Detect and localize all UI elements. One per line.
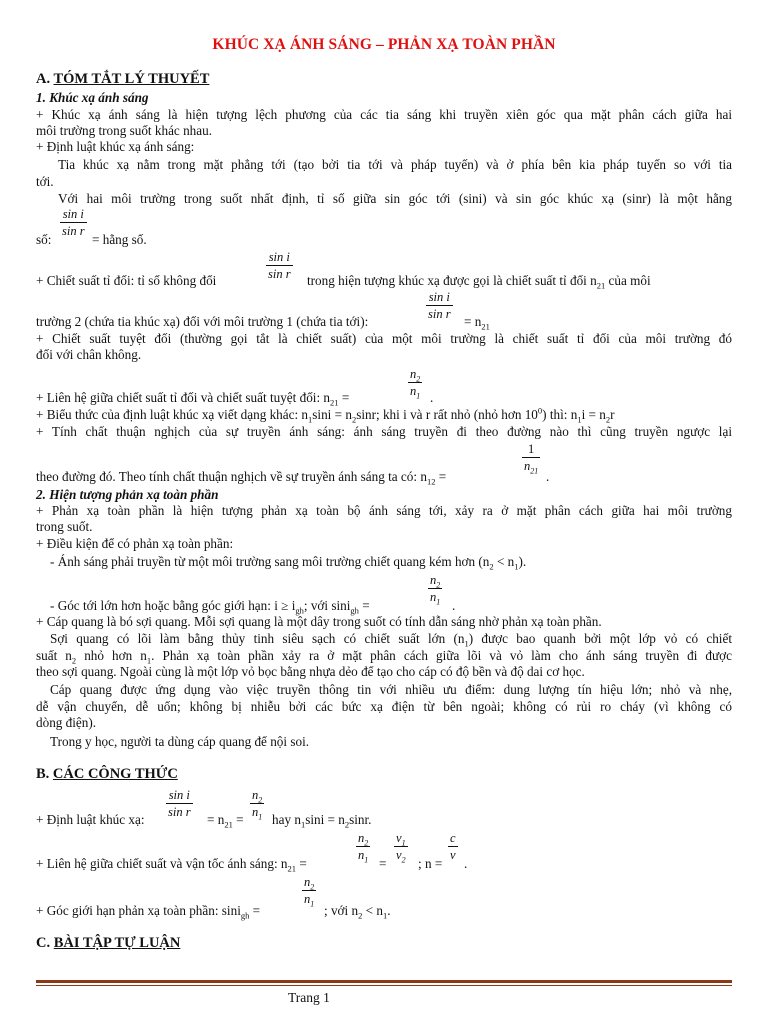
paragraph-line: Trong y học, người ta dùng cáp quang để nội soi. [50,734,310,749]
subscript: 1 [577,414,582,425]
fraction-denominator [356,848,370,865]
subscript: 1 [382,910,388,921]
formula-line [272,812,372,830]
text: . Phản xạ toàn phần xảy ra ở mặt phân cách giữa lõi và vỏ làm cho ánh sáng truyền đi được [151,648,732,663]
fraction-denominator [522,459,540,476]
subscript: 2 [436,580,441,590]
fraction-numerator: sin i [62,207,84,221]
text: < n [493,554,515,569]
fraction-n2-n1 [408,367,422,401]
subscript: 1 [258,812,263,822]
text: = [249,903,261,918]
fraction-denominator [428,590,442,607]
paragraph-line: + Định luật khúc xạ ánh sáng: [36,139,195,154]
section-a-heading [36,72,209,87]
text: = [338,390,350,405]
formula-line [36,856,307,874]
paragraph-line: Cáp quang được ứng dụng vào việc truyền thông tin với nhiều ưu điểm: dung lượng tín hiệu lớn; nhỏ và nhẹ, [50,682,732,697]
subheading-total-reflection: 2. Hiện tượng phản xạ toàn phần [36,487,219,502]
section-a-title: TÓM TẮT LÝ THUYẾT [53,71,210,87]
subscript: 2 [71,655,77,666]
symbol: v [396,831,402,845]
subscript: 2 [364,838,369,848]
subscript: 2 [351,414,357,425]
paragraph-line: đối với chân không. [36,347,142,362]
text: hay n [272,812,301,827]
formula-line: + Định luật khúc xạ: [36,812,145,827]
subscript: 1 [364,855,369,865]
paragraph-line: + Chiết suất tuyệt đối (thường gọi tắt là chiết suất) của một môi trường là chiết suất tỉ đối của môi trường đó [36,331,732,346]
fraction-numerator [356,831,370,848]
text: + Biểu thức của định luật khúc xạ viết dạng khác: n [36,407,309,422]
paragraph-line: dòng điện). [36,715,97,730]
paragraph-line: dễ vận chuyển, dễ uốn; không bị nhiễu bởi các bức xạ điện từ bên ngoài; không có rủi ro cháy (vì không có [36,699,732,714]
text: = [358,598,370,613]
text: trong hiện tượng khúc xạ được gọi là chiết suất tỉ đối n [307,273,597,288]
text: sinr; khi i và r rất nhỏ (nhỏ hơn 10 [356,407,538,422]
fraction-numerator: sin i [428,290,450,304]
formula-line [324,903,391,921]
section-b-heading [36,767,178,782]
text: + Liên hệ giữa chiết suất tỉ đối và chiết suất tuyệt đối: n [36,390,331,405]
fraction-numerator [408,367,422,384]
paragraph-line [50,598,370,616]
symbol: n [358,848,365,862]
section-a-prefix: A. [36,71,54,87]
paragraph-line: Với hai môi trường trong suốt nhất định, tỉ số giữa sin góc tới (sini) và sin góc khúc xạ (sinr) là một hằng [58,191,732,206]
text: = n [207,812,225,827]
section-b-prefix: B. [36,766,53,782]
paragraph-line [464,314,490,332]
text: . [387,903,391,918]
subscript: 2 [310,882,315,892]
period: . [546,469,550,484]
subscript: gh [350,605,359,616]
fraction-numerator [394,831,408,848]
section-b-title: CÁC CÔNG THỨC [52,766,178,782]
formula-line [207,812,244,830]
fraction-numerator: 1 [528,442,535,456]
subscript: 1 [436,597,441,607]
paragraph-line: Tia khúc xạ nằm trong mặt phẳng tới (tạo bởi tia tới và pháp tuyến) và ở phía bên kia pháp tuyến so với tia [58,157,732,172]
subscript: 2 [258,795,263,805]
paragraph-line: trong suốt. [36,519,93,534]
paragraph-line: tới. [36,174,54,189]
fraction-c-v [448,831,458,862]
text: số: [36,232,52,247]
text: của môi [605,273,651,288]
paragraph-line: + Phản xạ toàn phần là hiện tượng phản xạ toàn bộ ánh sáng tới, xảy ra ở mặt phân cách giữa hai môi trường [36,503,732,518]
subscript: 1 [514,561,519,572]
text: ; với n [324,903,359,918]
paragraph-line [36,648,732,666]
text: = n [464,314,482,329]
fraction-denominator: sin r [62,224,85,238]
section-c-prefix: C. [36,935,54,951]
paragraph-line: = hằng số. [92,232,147,247]
paragraph-line: theo sợi quang. Ngoài cùng là một lớp vỏ bọc bằng nhựa dẻo để tạo cho cáp có độ bền và độ dai cơ học. [36,664,585,679]
symbol: n [524,459,531,473]
paragraph-line: + Điều kiện để có phản xạ toàn phần: [36,536,234,551]
subscript: 1 [464,638,469,649]
fraction-denominator [250,805,264,822]
fraction-denominator [408,384,422,401]
period: . [452,598,456,613]
fraction-sini-sinr [426,290,453,321]
superscript: 0 [537,405,543,416]
text: i = n [581,407,606,422]
symbol: n [252,788,259,802]
subscript: 2 [605,414,611,425]
subscript: 2 [358,910,363,921]
text: ) được bao quanh bởi một lớp vỏ có chiết [468,631,732,646]
fraction-1-n21 [522,442,540,476]
text: theo đường đó. Theo tính chất thuận nghịch về sự truyền ánh sáng ta có: n [36,469,427,484]
fraction-n2-n1 [428,573,442,607]
section-c-title: BÀI TẬP TỰ LUẬN [53,935,181,951]
paragraph-line: + Chiết suất tỉ đối: tỉ số không đổi [36,273,217,288]
fraction-denominator: sin r [168,805,191,819]
footer-divider [36,985,732,986]
text: r [610,407,615,422]
symbol: n [358,831,365,845]
paragraph-line [307,273,651,291]
fraction-denominator [302,892,316,909]
text: = [296,856,307,871]
paragraph-line [36,390,350,408]
subscript: gh [295,605,304,616]
text: sini = n [312,407,352,422]
symbol: v [396,848,402,862]
subscript: 21 [287,863,297,874]
period: . [464,856,468,871]
symbol: n [252,805,259,819]
fraction-sini-sinr [60,207,87,238]
text: sini = n [305,812,345,827]
symbol: n [410,384,417,398]
fraction-numerator [428,573,442,590]
subheading-refraction: 1. Khúc xạ ánh sáng [36,90,149,105]
paragraph-line: + Tính chất thuận nghịch của sự truyền ánh sáng: ánh sáng truyền đi theo đường nào thì cũng truyền ngược lại [36,424,732,439]
fraction-v1-v2 [394,831,408,865]
paragraph-line [50,554,527,572]
subscript: 21 [481,321,490,332]
subscript: 21 [224,819,233,830]
fraction-denominator: sin r [428,307,451,321]
text: nhỏ hơn n [76,648,147,663]
symbol: n [410,367,417,381]
fraction-numerator [302,875,316,892]
fraction-numerator: sin i [168,788,190,802]
document-page [36,0,732,1024]
symbol: n [430,573,437,587]
subscript: 21 [530,466,539,476]
footer-divider [36,980,732,983]
paragraph-line: + Cáp quang là bó sợi quang. Mỗi sợi quang là một dây trong suốt có tính dẫn sáng nhờ phản xạ toàn phần. [36,614,602,629]
formula-line [36,903,261,921]
subscript: gh [240,910,250,921]
subscript: 21 [330,397,339,408]
text: - Góc tới lớn hơn hoặc bằng góc giới hạn: i ≥ i [50,598,296,613]
formula-line: ; n = [418,856,443,871]
symbol: n [304,892,311,906]
subscript: 2 [401,855,406,865]
fraction-n2-n1 [302,875,316,909]
text: ). [518,554,527,569]
text: ) thì: n [542,407,578,422]
paragraph-line: trường 2 (chứa tia khúc xạ) đối với môi trường 1 (chứa tia tới): [36,314,369,329]
page-number: Trang 1 [288,990,330,1005]
paragraph-line: + Khúc xạ ánh sáng là hiện tượng lệch phương của các tia sáng khi truyền xiên góc qua mặt phân cách giữa hai [36,107,732,122]
text: < n [362,903,383,918]
subscript: 1 [416,391,421,401]
paragraph-line: môi trường trong suốt khác nhau. [36,123,213,138]
section-c-heading [36,936,180,951]
fraction-denominator [394,848,408,865]
fraction-n2-n1 [250,788,264,822]
text: ; với sini [303,598,351,613]
fraction-denominator: sin r [268,267,291,281]
paragraph-line [36,232,51,247]
text: + Liên hệ giữa chiết suất và vận tốc ánh sáng: n [36,856,288,871]
fraction-sini-sinr [166,788,193,819]
fraction-denominator: v [450,848,456,862]
paragraph-line [50,631,732,649]
paragraph-line [36,405,615,425]
subscript: 2 [344,819,350,830]
text: Sợi quang có lõi làm bằng thủy tinh siêu sạch có chiết suất lớn (n [50,631,465,646]
subscript: 1 [146,655,152,666]
period: . [430,390,434,405]
text: = [435,469,447,484]
subscript: 1 [310,899,315,909]
subscript: 2 [416,374,421,384]
fraction-n2-n1 [356,831,370,865]
fraction-numerator: c [450,831,456,845]
text: suất n [36,648,72,663]
symbol: n [304,875,311,889]
subscript: 1 [300,819,306,830]
symbol: n [430,590,437,604]
subscript: 1 [308,414,313,425]
equals-sign: = [379,856,387,871]
text: sinr. [349,812,372,827]
text: = [232,812,244,827]
subscript: 12 [426,476,436,487]
text: - Ánh sáng phải truyền từ một môi trường sang môi trường chiết quang kém hơn (n [50,554,490,569]
paragraph-line [36,469,447,487]
subscript: 21 [596,280,606,291]
fraction-numerator: sin i [268,250,290,264]
subscript: 1 [401,838,406,848]
page-title: KHÚC XẠ ÁNH SÁNG – PHẢN XẠ TOÀN PHẦN [212,36,556,53]
fraction-sini-sinr [266,250,293,281]
subscript: 2 [489,561,494,572]
fraction-numerator [250,788,264,805]
text: + Góc giới hạn phản xạ toàn phần: sini [36,903,241,918]
